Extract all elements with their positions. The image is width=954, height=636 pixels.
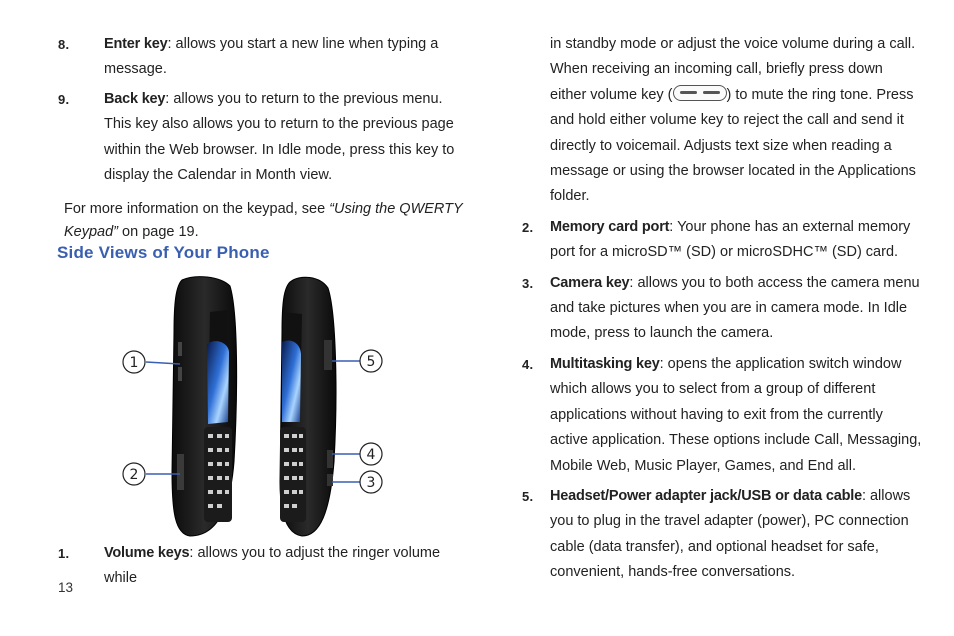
svg-text:4: 4 bbox=[366, 447, 376, 463]
svg-text:2: 2 bbox=[129, 467, 139, 483]
list-item bbox=[58, 87, 468, 189]
list-item bbox=[522, 484, 922, 586]
list-text: : allows you to both access the camera menu and take pictures when you are in camera mode. In Idle mode, press to launch the camera. bbox=[550, 274, 920, 342]
svg-text:5: 5 bbox=[366, 354, 376, 370]
phone-right-side-view bbox=[280, 277, 336, 536]
list-item bbox=[58, 541, 468, 592]
section-heading: Side Views of Your Phone bbox=[57, 243, 270, 262]
volume-keys-item bbox=[58, 541, 468, 592]
cross-reference-link[interactable]: “Using the QWERTY Keypad” bbox=[64, 201, 463, 240]
list-text: : allows you to return to the previous menu. This key also allows you to return to the previous page within the Web browser. In Idle mode, press this key to display the Calendar in Month view. bbox=[104, 90, 455, 184]
list-item bbox=[522, 271, 922, 347]
list-number: 8. bbox=[58, 37, 70, 52]
more-info-paragraph bbox=[64, 198, 464, 244]
list-term: Back key bbox=[104, 90, 166, 107]
callout-3 bbox=[332, 471, 382, 493]
list-text: : Your phone has an external memory port for a microSD™ (SD) or microSDHC™ (SD) card. bbox=[550, 218, 911, 261]
list-number: 1. bbox=[58, 546, 70, 561]
list-number: 2. bbox=[522, 219, 534, 235]
callout-5 bbox=[332, 350, 382, 372]
list-term: Camera key bbox=[550, 274, 630, 291]
svg-text:3: 3 bbox=[366, 475, 376, 491]
list-text: : allows you to plug in the travel adapter (power), PC connection cable (data transfer), and optional headset for safe, convenient, hands-free conversations. bbox=[550, 487, 911, 581]
page-number: 13 bbox=[58, 580, 74, 595]
list-text: : opens the application switch window which allows you to select from a group of different applications without having to exit from the currently active application. These options include Call, Messaging, Mobile Web, Music Player, Games, and End all. bbox=[550, 355, 922, 474]
callout-2 bbox=[123, 463, 180, 485]
list-item bbox=[58, 32, 468, 83]
callout-1 bbox=[123, 351, 180, 373]
list-number: 9. bbox=[58, 91, 70, 107]
right-column bbox=[522, 32, 922, 586]
phone-side-views-illustration bbox=[120, 272, 395, 542]
more-info-suffix: on page 19. bbox=[118, 224, 199, 240]
left-column bbox=[58, 32, 468, 188]
volume-key-icon bbox=[673, 85, 727, 101]
list-text: : allows you start a new line when typing a message. bbox=[104, 36, 439, 78]
svg-text:1: 1 bbox=[129, 355, 139, 371]
list-number: 3. bbox=[522, 275, 534, 291]
phone-left-side-view bbox=[172, 277, 237, 536]
callout-4 bbox=[332, 443, 382, 465]
list-term: Enter key bbox=[104, 36, 168, 52]
list-item bbox=[522, 215, 922, 266]
volume-keys-continued: in standby mode or adjust the voice volume during a call. When receiving an incoming call, briefly press down either volume key ( ) to mute the ring tone. Press and hold either volume key to reject the call and send it directly to voicemail. Adjusts text size when reading a message or using the browser located in the Applications folder. bbox=[550, 36, 916, 205]
list-number: 5. bbox=[522, 488, 534, 504]
list-number: 4. bbox=[522, 356, 534, 372]
list-term: Headset/Power adapter jack/USB or data cable bbox=[550, 487, 862, 504]
list-item bbox=[522, 352, 922, 479]
list-term: Volume keys bbox=[104, 545, 190, 561]
list-term: Multitasking key bbox=[550, 355, 660, 372]
more-info-prefix: For more information on the keypad, see bbox=[64, 201, 330, 217]
list-term: Memory card port bbox=[550, 218, 670, 235]
list-text: : allows you to adjust the ringer volume while bbox=[104, 545, 441, 587]
